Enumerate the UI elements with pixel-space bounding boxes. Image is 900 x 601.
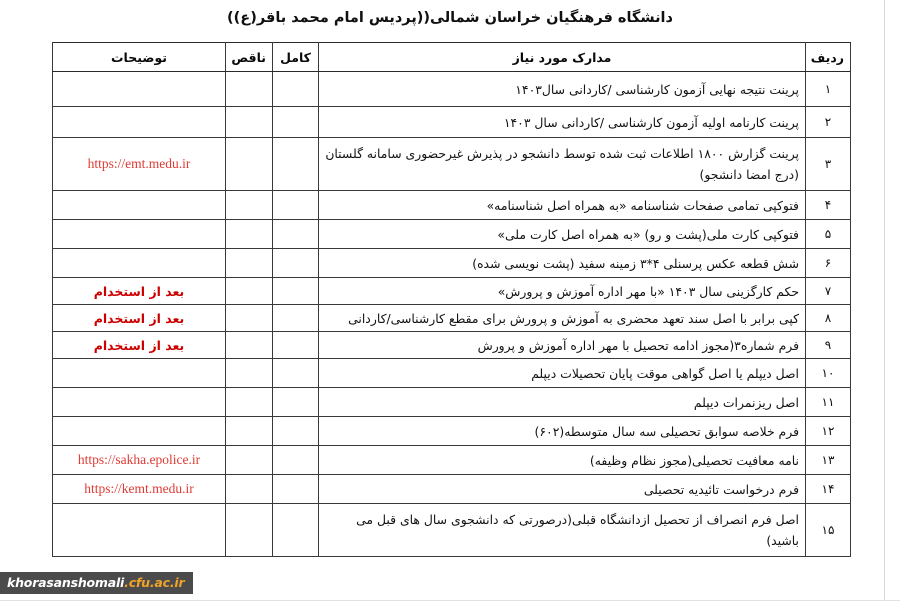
cell-document-description: کپی برابر با اصل سند تعهد محضری به آموزش و پرورش برای مقطع کارشناسی/کاردانی — [319, 305, 806, 332]
cell-row-number: ۱۵ — [806, 504, 851, 557]
note-after-employment: بعد از استخدام — [93, 310, 185, 326]
cell-incomplete-checkbox[interactable] — [226, 191, 273, 220]
cell-notes — [53, 249, 226, 278]
table-row — [53, 504, 851, 557]
cell-incomplete-checkbox[interactable] — [226, 249, 273, 278]
cell-row-number: ۳ — [806, 138, 851, 191]
cell-complete-checkbox[interactable] — [273, 138, 319, 191]
note-after-employment: بعد از استخدام — [93, 337, 185, 353]
cell-document-description: پرینت کارنامه اولیه آزمون کارشناسی /کاردانی سال ۱۴۰۳ — [319, 107, 806, 138]
cell-document-description: فرم درخواست تائیدیه تحصیلی — [319, 475, 806, 504]
cell-row-number: ۵ — [806, 220, 851, 249]
cell-notes — [53, 191, 226, 220]
cell-incomplete-checkbox[interactable] — [226, 278, 273, 305]
watermark-name: khorasanshomali — [7, 575, 125, 590]
cell-row-number: ۶ — [806, 249, 851, 278]
cell-document-description: شش قطعه عکس پرسنلی ۴*۳ زمینه سفید (پشت نویسی شده) — [319, 249, 806, 278]
cell-complete-checkbox[interactable] — [273, 504, 319, 557]
column-header-naghes: ناقص — [226, 43, 273, 72]
cell-complete-checkbox[interactable] — [273, 446, 319, 475]
cell-row-number: ۷ — [806, 278, 851, 305]
cell-complete-checkbox[interactable] — [273, 107, 319, 138]
table-row — [53, 417, 851, 446]
table-header — [53, 43, 851, 72]
table-row — [53, 138, 851, 191]
table-row — [53, 107, 851, 138]
cell-complete-checkbox[interactable] — [273, 220, 319, 249]
table-row — [53, 278, 851, 305]
cell-row-number: ۹ — [806, 332, 851, 359]
cell-row-number: ۱ — [806, 72, 851, 107]
cell-incomplete-checkbox[interactable] — [226, 359, 273, 388]
cell-notes — [53, 417, 226, 446]
cell-notes — [53, 359, 226, 388]
column-header-madarek: مدارک مورد نیاز — [319, 43, 806, 72]
page-edge-right — [884, 0, 885, 601]
cell-row-number: ۲ — [806, 107, 851, 138]
cell-notes — [53, 388, 226, 417]
table-row — [53, 305, 851, 332]
cell-notes — [53, 107, 226, 138]
table-row — [53, 332, 851, 359]
cell-incomplete-checkbox[interactable] — [226, 446, 273, 475]
table-row — [53, 191, 851, 220]
column-header-radif: ردیف — [806, 43, 851, 72]
cell-incomplete-checkbox[interactable] — [226, 332, 273, 359]
cell-complete-checkbox[interactable] — [273, 72, 319, 107]
site-watermark — [0, 572, 193, 594]
watermark-domain: .cfu.ac.ir — [124, 575, 185, 590]
cell-document-description: فرم خلاصه سوابق تحصیلی سه سال متوسطه(۶۰۲) — [319, 417, 806, 446]
table-header-row — [53, 43, 851, 72]
cell-notes — [53, 138, 226, 191]
cell-row-number: ۱۲ — [806, 417, 851, 446]
cell-row-number: ۱۰ — [806, 359, 851, 388]
cell-row-number: ۱۱ — [806, 388, 851, 417]
cell-document-description: فتوکپی تمامی صفحات شناسنامه «به همراه اصل شناسنامه» — [319, 191, 806, 220]
table-row — [53, 72, 851, 107]
cell-incomplete-checkbox[interactable] — [226, 417, 273, 446]
cell-incomplete-checkbox[interactable] — [226, 305, 273, 332]
cell-row-number: ۸ — [806, 305, 851, 332]
column-header-tozihat: توضیحات — [53, 43, 226, 72]
cell-notes — [53, 72, 226, 107]
cell-incomplete-checkbox[interactable] — [226, 107, 273, 138]
required-documents-table — [52, 42, 851, 557]
cell-complete-checkbox[interactable] — [273, 305, 319, 332]
cell-document-description: پرینت گزارش ۱۸۰۰ اطلاعات ثبت شده توسط دانشجو در پذیرش غیرحضوری سامانه گلستان (درج امضا دانشجو) — [319, 138, 806, 191]
note-after-employment: بعد از استخدام — [93, 283, 185, 299]
cell-incomplete-checkbox[interactable] — [226, 388, 273, 417]
cell-incomplete-checkbox[interactable] — [226, 138, 273, 191]
cell-row-number: ۱۴ — [806, 475, 851, 504]
table-row — [53, 446, 851, 475]
cell-row-number: ۴ — [806, 191, 851, 220]
note-url-link[interactable]: https://emt.medu.ir — [87, 156, 191, 171]
cell-document-description: فرم شماره۳(مجوز ادامه تحصیل با مهر اداره آموزش و پرورش — [319, 332, 806, 359]
cell-complete-checkbox[interactable] — [273, 278, 319, 305]
table-row — [53, 359, 851, 388]
cell-document-description: اصل فرم انصراف از تحصیل ازدانشگاه قبلی(درصورتی که دانشجوی سال های قبل می باشید) — [319, 504, 806, 557]
column-header-kamel: کامل — [273, 43, 319, 72]
cell-document-description: حکم کارگزینی سال ۱۴۰۳ «با مهر اداره آموزش و پرورش» — [319, 278, 806, 305]
table-row — [53, 388, 851, 417]
table-row — [53, 249, 851, 278]
cell-notes — [53, 278, 226, 305]
cell-incomplete-checkbox[interactable] — [226, 504, 273, 557]
cell-document-description: اصل دیپلم یا اصل گواهی موقت پایان تحصیلات دیپلم — [319, 359, 806, 388]
cell-document-description: پرینت نتیجه نهایی آزمون کارشناسی /کاردانی سال۱۴۰۳ — [319, 72, 806, 107]
cell-complete-checkbox[interactable] — [273, 475, 319, 504]
note-url-link[interactable]: https://kemt.medu.ir — [84, 481, 194, 496]
cell-complete-checkbox[interactable] — [273, 417, 319, 446]
table-row — [53, 475, 851, 504]
table-body — [53, 72, 851, 557]
cell-notes — [53, 504, 226, 557]
cell-notes — [53, 446, 226, 475]
page-title: دانشگاه فرهنگیان خراسان شمالی((پردیس امام محمد باقر(ع)) — [227, 10, 673, 26]
cell-notes — [53, 220, 226, 249]
cell-complete-checkbox[interactable] — [273, 332, 319, 359]
cell-complete-checkbox[interactable] — [273, 359, 319, 388]
cell-complete-checkbox[interactable] — [273, 388, 319, 417]
cell-row-number: ۱۳ — [806, 446, 851, 475]
cell-incomplete-checkbox[interactable] — [226, 475, 273, 504]
cell-document-description: اصل ریزنمرات دیپلم — [319, 388, 806, 417]
cell-complete-checkbox[interactable] — [273, 249, 319, 278]
cell-complete-checkbox[interactable] — [273, 191, 319, 220]
cell-notes — [53, 475, 226, 504]
table-row — [53, 220, 851, 249]
cell-notes — [53, 332, 226, 359]
cell-incomplete-checkbox[interactable] — [226, 72, 273, 107]
note-url-link[interactable]: https://sakha.epolice.ir — [77, 452, 201, 467]
cell-document-description: فتوکپی کارت ملی(پشت و رو) «به همراه اصل کارت ملی» — [319, 220, 806, 249]
cell-notes — [53, 305, 226, 332]
cell-document-description: نامه معافیت تحصیلی(مجوز نظام وظیفه) — [319, 446, 806, 475]
cell-incomplete-checkbox[interactable] — [226, 220, 273, 249]
